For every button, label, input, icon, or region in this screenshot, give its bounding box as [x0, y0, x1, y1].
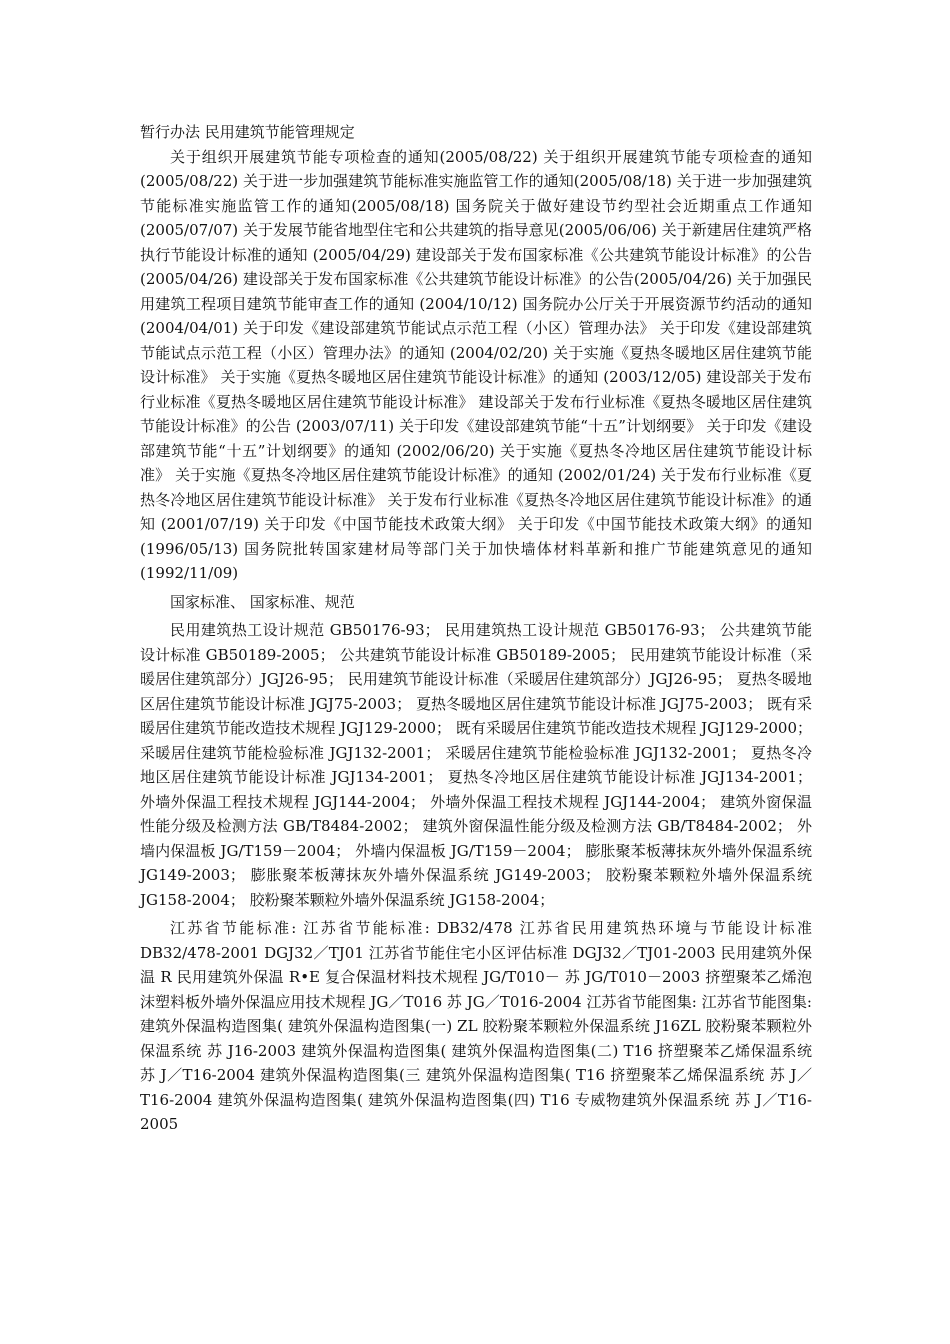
national-standards-heading: 国家标准、 国家标准、规范 [170, 592, 355, 611]
national-standards-paragraph: 民用建筑热工设计规范 GB50176-93； 民用建筑热工设计规范 GB50176-93； 公共建筑节能设计标准 GB50189-2005； 公共建筑节能设计标准 GB50189-2005； 民用建筑节能设计标准（采暖居住建筑部分）JGJ26-95； 民用建筑节能设计标准（采暖居住建筑部分）JGJ26-95； 夏热冬暖地区居住建筑节能设计标准 JGJ75-2003； 夏热冬暖地区居住建筑节能设计标准 JGJ75-2003； 既有采暖居住建筑节能改造技术规程 JGJ129-2000； 既有采暖居住建筑节能改造技术规程 JGJ129-2000； 采暖居住建筑节能检验标准 JGJ132-2001； 采暖居住建筑节能检验标准 JGJ132-2001； 夏热冬冷地区居住建筑节能设计标准 JGJ134-2001； 夏热冬冷地区居住建筑节能设计标准 JGJ134-2001； 外墙外保温工程技术规程 JGJ144-2004； 外墙外保温工程技术规程 JGJ144-2004； 建筑外窗保温性能分级及检测方法 GB/T8484-2002； 建筑外窗保温性能分级及检测方法 GB/T8484-2002； 外墙内保温板 JG/T159－2004； 外墙内保温板 JG/T159－2004； 膨胀聚苯板薄抹灰外墙外保温系统 JG149-2003； 膨胀聚苯板薄抹灰外墙外保温系统 JG149-2003； 胶粉聚苯颗粒外墙外保温系统 JG158-2004； 胶粉聚苯颗粒外墙外保温系统 JG158-2004； [140, 621, 812, 909]
document-body [140, 120, 812, 1137]
jiangsu-standards-paragraph: 江苏省节能标准: 江苏省节能标准: DB32/478 江苏省民用建筑热环境与节能设计标准 DB32/478-2001 DGJ32／TJ01 江苏省节能住宅小区评估标准 DGJ32／TJ01-2003 民用建筑外保温 R 民用建筑外保温 R•E 复合保温材料技术规程 JG/T010－ 苏 JG/T010－2003 挤塑聚苯乙烯泡沫塑料板外墙外保温应用技术规程 JG／T016 苏 JG／T016-2004 江苏省节能图集: 江苏省节能图集: 建筑外保温构造图集( 建筑外保温构造图集(一) ZL 胶粉聚苯颗粒外保温系统 J16ZL 胶粉聚苯颗粒外保温系统 苏 J16-2003 建筑外保温构造图集( 建筑外保温构造图集(二) T16 挤塑聚苯乙烯保温系统 苏 J／T16-2004 建筑外保温构造图集(三 建筑外保温构造图集( T16 挤塑聚苯乙烯保温系统 苏 J／T16-2004 建筑外保温构造图集( 建筑外保温构造图集(四) T16 专威物建筑外保温系统 苏 J／T16-2005 [140, 919, 812, 1133]
notices-paragraph: 关于组织开展建筑节能专项检查的通知(2005/08/22) 关于组织开展建筑节能专项检查的通知(2005/08/22) 关于进一步加强建筑节能标准实施监管工作的通知(2005/08/18) 关于进一步加强建筑节能标准实施监管工作的通知(2005/08/18) 国务院关于做好建设节约型社会近期重点工作通知 (2005/07/07) 关于发展节能省地型住宅和公共建筑的指导意见(2005/06/06) 关于新建居住建筑严格执行节能设计标准的通知 (2005/04/29) 建设部关于发布国家标准《公共建筑节能设计标准》的公告(2005/04/26) 建设部关于发布国家标准《公共建筑节能设计标准》的公告(2005/04/26) 关于加强民用建筑工程项目建筑节能审查工作的通知 (2004/10/12) 国务院办公厅关于开展资源节约活动的通知 (2004/04/01) 关于印发《建设部建筑节能试点示范工程（小区）管理办法》 关于印发《建设部建筑节能试点示范工程（小区）管理办法》的通知 (2004/02/20) 关于实施《夏热冬暖地区居住建筑节能设计标准》 关于实施《夏热冬暖地区居住建筑节能设计标准》的通知 (2003/12/05) 建设部关于发布行业标准《夏热冬暖地区居住建筑节能设计标准》 建设部关于发布行业标准《夏热冬暖地区居住建筑节能设计标准》的公告 (2003/07/11) 关于印发《建设部建筑节能“十五”计划纲要》 关于印发《建设部建筑节能“十五”计划纲要》的通知 (2002/06/20) 关于实施《夏热冬冷地区居住建筑节能设计标准》 关于实施《夏热冬冷地区居住建筑节能设计标准》的通知 (2002/01/24) 关于发布行业标准《夏热冬冷地区居住建筑节能设计标准》 关于发布行业标准《夏热冬冷地区居住建筑节能设计标准》的通知 (2001/07/19) 关于印发《中国节能技术政策大纲》 关于印发《中国节能技术政策大纲》的通知 (1996/05/13) 国务院批转国家建材局等部门关于加快墙体材料革新和推广节能建筑意见的通知 (1992/11/09) [140, 147, 812, 582]
intro-line: 暂行办法 民用建筑节能管理规定 [140, 123, 355, 141]
